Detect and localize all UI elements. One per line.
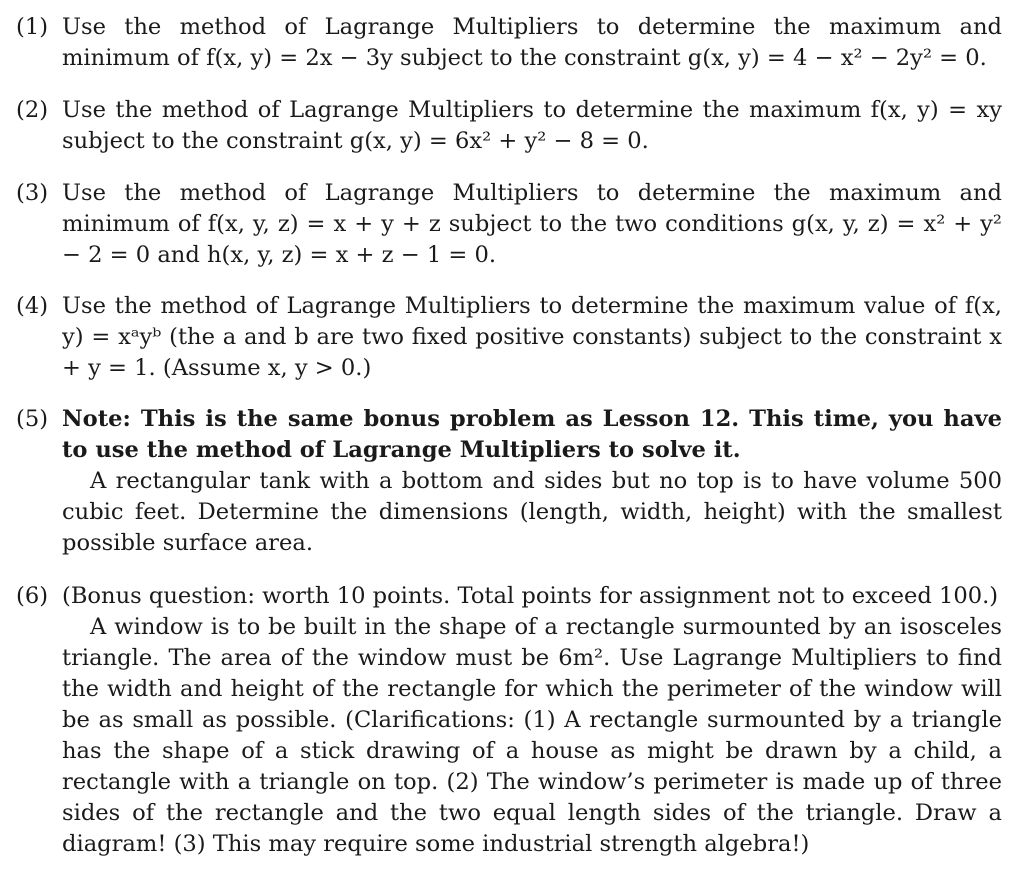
problem-1 bbox=[16, 12, 1002, 74]
problem-text: A window is to be built in the shape of a rectangle surmounted by an isosceles triangle. The area of the window must be 6m². Use Lagrange Multipliers to find the width and height of the rectangle for which the perimeter of the window will be as small as possible. (Clarifications: (1) A rectangle surmounted by a triangle has the shape of a stick drawing of a house as might be drawn by a child, a rectangle with a triangle on top. (2) The window’s perimeter is made up of three sides of the rectangle and the two equal length sides of the triangle. Draw a diagram! (3) This may require some industrial strength algebra!) bbox=[62, 614, 1002, 857]
problem-note: (Bonus question: worth 10 points. Total points for assignment not to exceed 100.) bbox=[62, 583, 999, 609]
problem-text: Use the method of Lagrange Multipliers to determine the maximum and minimum of f(x, y, z) = x + y + z subject to the two conditions g(x, y, z) = x² + y² − 2 = 0 and h(x, y, z) = x + z − 1 = 0. bbox=[62, 180, 1002, 268]
problem-text: Use the method of Lagrange Multipliers to determine the maximum value of f(x, y) = xᵃyᵇ (the a and b are two fixed positive constants) subject to the constraint x + y = 1. (Assume x, y > 0.) bbox=[62, 293, 1002, 381]
problem-number: (4) bbox=[16, 293, 49, 319]
problem-2 bbox=[16, 95, 1002, 157]
problem-note: Note: This is the same bonus problem as Lesson 12. This time, you have to use the method of Lagrange Multipliers to solve it. bbox=[62, 406, 1002, 463]
problem-4 bbox=[16, 291, 1002, 384]
problem-text: Use the method of Lagrange Multipliers to determine the maximum f(x, y) = xy subject to the constraint g(x, y) = 6x² + y² − 8 = 0. bbox=[62, 97, 1002, 154]
problem-number: (2) bbox=[16, 97, 49, 123]
problem-number: (6) bbox=[16, 583, 49, 609]
problem-6 bbox=[16, 581, 1002, 860]
problem-number: (5) bbox=[16, 406, 49, 432]
problem-3 bbox=[16, 178, 1002, 271]
problem-text: Use the method of Lagrange Multipliers to determine the maximum and minimum of f(x, y) = 2x − 3y subject to the constraint g(x, y) = 4 − x² − 2y² = 0. bbox=[62, 14, 1002, 71]
problem-number: (1) bbox=[16, 14, 49, 40]
problem-5 bbox=[16, 404, 1002, 559]
problem-text: A rectangular tank with a bottom and sides but no top is to have volume 500 cubic feet. Determine the dimensions (length, width, height) with the smallest possible surface area. bbox=[62, 468, 1002, 556]
problem-number: (3) bbox=[16, 180, 49, 206]
